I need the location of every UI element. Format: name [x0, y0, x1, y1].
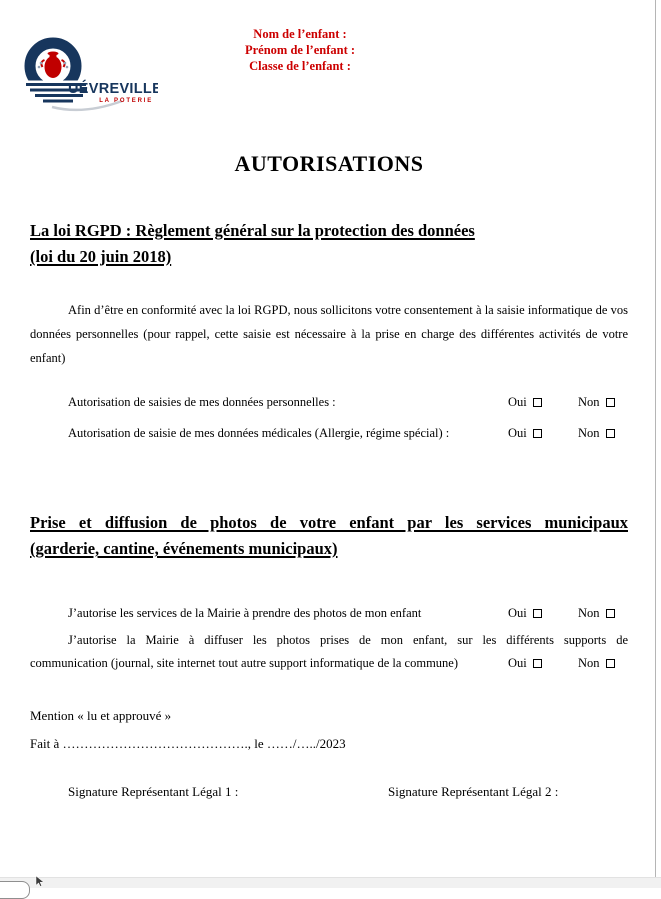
rgpd-intro-paragraph: Afin d’être en conformité avec la loi RGPD, nous sollicitons votre consentement à la saisie informatique de vos données personnelles (pour rappel, cette saisie est nécessaire à la prise en charge des différentes activités de votre enfant) — [30, 303, 628, 365]
mention-line: Mention « lu et approuvé » — [30, 708, 172, 723]
page-title: AUTORISATIONS — [234, 151, 424, 176]
quevreville-logo-graphic — [22, 36, 158, 114]
oui-label: Oui — [508, 656, 527, 670]
signature-legal-2-label: Signature Représentant Légal 2 : — [388, 784, 559, 799]
signature-legal-1-label: Signature Représentant Légal 1 : — [68, 784, 239, 799]
non-checkbox[interactable] — [606, 659, 615, 668]
child-info-header — [168, 26, 432, 74]
non-label: Non — [578, 426, 600, 440]
authorization-row-personal-data — [30, 393, 628, 411]
oui-label: Oui — [508, 395, 527, 409]
non-label: Non — [578, 606, 600, 620]
diffuse-photos-line2 — [30, 652, 628, 675]
oui-label: Oui — [508, 606, 527, 620]
oui-checkbox[interactable] — [533, 609, 542, 618]
authorization-row-take-photos — [30, 604, 628, 622]
authorization-row-medical-data — [30, 424, 628, 442]
child-firstname-label: Prénom de l’enfant : — [244, 43, 356, 57]
authorization-row-diffuse-photos — [30, 629, 628, 675]
bottom-bar — [0, 877, 661, 888]
fait-a-line: Fait à ……………………………………., le ……/…../2023 — [30, 736, 346, 751]
photos-section-heading — [30, 510, 628, 562]
non-checkbox[interactable] — [606, 398, 615, 407]
rgpd-heading-line2: (loi du 20 juin 2018) — [30, 247, 172, 266]
row-label: Autorisation de saisies de mes données personnelles : — [68, 395, 336, 409]
mouse-cursor — [35, 876, 45, 888]
oui-checkbox[interactable] — [533, 398, 542, 407]
child-name-label: Nom de l’enfant : — [253, 27, 347, 41]
logo-tagline: LA POTERIE — [99, 98, 153, 104]
logo-pot-icon — [41, 52, 64, 79]
popup-fragment — [0, 881, 30, 899]
non-checkbox[interactable] — [606, 609, 615, 618]
photos-heading-line2: (garderie, cantine, événements municipaux) — [30, 539, 338, 558]
diffuse-photos-line1: J’autorise la Mairie à diffuser les photos prises de mon enfant, sur les différents supports de — [68, 633, 628, 647]
row-label: communication (journal, site internet tout autre support informatique de la commune) — [30, 656, 459, 670]
row-label: Autorisation de saisie de mes données médicales (Allergie, régime spécial) : — [68, 426, 450, 440]
row-label: J’autorise les services de la Mairie à prendre des photos de mon enfant — [68, 606, 422, 620]
oui-label: Oui — [508, 426, 527, 440]
rgpd-heading-line1: La loi RGPD : Règlement général sur la protection des données — [30, 221, 475, 240]
oui-checkbox[interactable] — [533, 429, 542, 438]
signatures-row — [30, 784, 628, 802]
photos-heading-line1: Prise et diffusion de photos de votre enfant par les services municipaux — [30, 513, 628, 532]
oui-checkbox[interactable] — [533, 659, 542, 668]
non-checkbox[interactable] — [606, 429, 615, 438]
rgpd-section-heading — [30, 218, 628, 270]
logo-wordmark: UÉVREVILLE — [68, 81, 158, 97]
quevreville-logo — [22, 36, 158, 114]
child-class-label: Classe de l’enfant : — [249, 59, 351, 73]
non-label: Non — [578, 656, 600, 670]
non-label: Non — [578, 395, 600, 409]
